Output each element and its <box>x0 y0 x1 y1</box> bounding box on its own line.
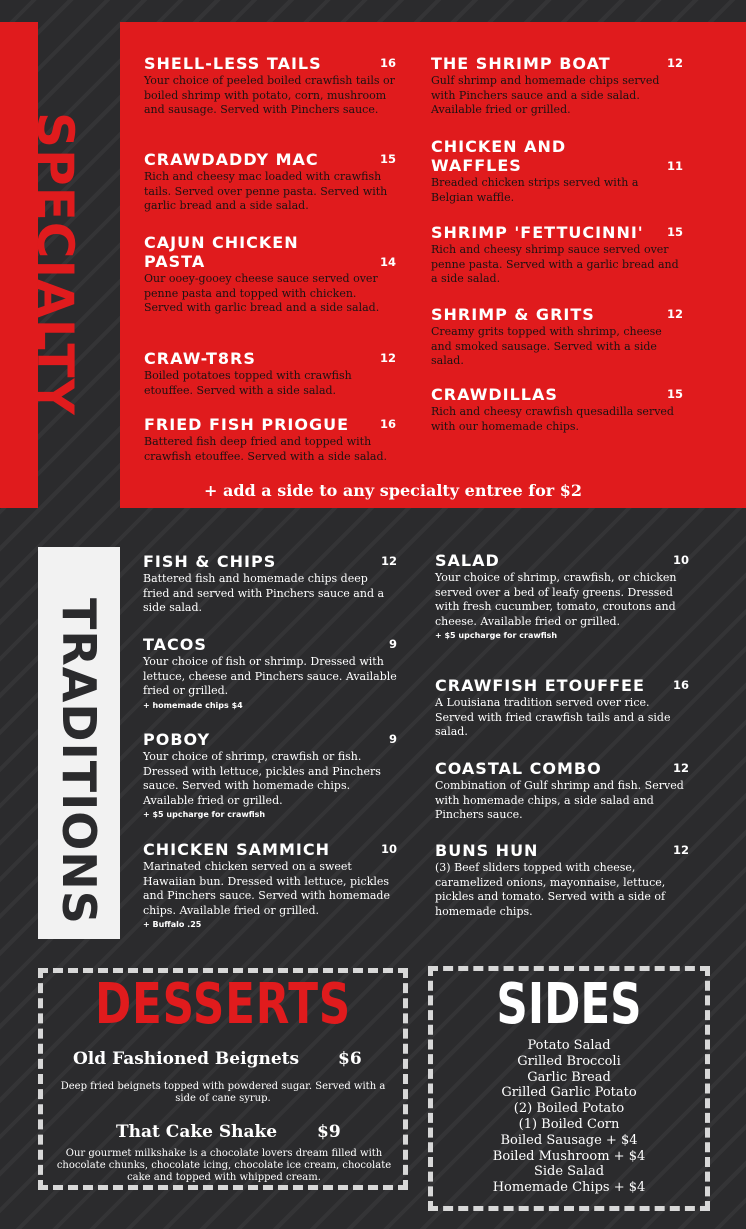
item-name: POBOY <box>143 730 211 749</box>
item-description: Rich and cheesy crawfish quesadilla served with our homemade chips. <box>431 405 674 433</box>
menu-item <box>431 305 683 369</box>
item-description: Your choice of fish or shrimp. Dressed with lettuce, cheese and Pinchers sauce. Available fried or grilled. <box>143 655 397 697</box>
menu-item <box>435 841 689 919</box>
item-description: Breaded chicken strips served with a Belgian waffle. <box>431 176 639 204</box>
item-name: COASTAL COMBO <box>435 759 602 778</box>
menu-item <box>431 54 683 118</box>
dessert-name: Old Fashioned Beignets <box>73 1049 300 1069</box>
item-name: CRAW-T8RS <box>144 349 256 368</box>
menu-item <box>435 551 689 640</box>
item-name: SALAD <box>435 551 500 570</box>
item-description: Boiled potatoes topped with crawfish etouffee. Served with a side salad. <box>144 369 352 397</box>
side-item: Boiled Mushroom + $4 <box>492 1148 646 1164</box>
menu-item <box>143 730 397 819</box>
item-price: 12 <box>672 761 689 775</box>
item-price: 12 <box>672 843 689 857</box>
item-description: Marinated chicken served on a sweet Hawaiian bun. Dressed with lettuce, pickles and Pinchers sauce. Served with homemade chips. Available fried or grilled. <box>143 860 390 917</box>
item-name: SHELL-LESS TAILS <box>144 54 322 73</box>
item-price: 9 <box>388 637 397 651</box>
menu-item <box>435 676 689 740</box>
item-description: Rich and cheesy mac loaded with crawfish tails. Served over penne pasta. Served with garlic bread and a side salad. <box>144 170 388 212</box>
item-name: CHICKEN SAMMICH <box>143 840 330 859</box>
menu-item <box>144 54 396 118</box>
item-note: + $5 upcharge for crawfish <box>435 631 558 640</box>
menu-item <box>143 552 397 616</box>
side-item: Grilled Broccoli <box>517 1053 621 1069</box>
item-price: 12 <box>380 554 397 568</box>
item-price: 15 <box>666 225 683 239</box>
item-description: Battered fish deep fried and topped with crawfish etouffee. Served with a side salad. <box>144 435 388 463</box>
specialty-title: SPECIALTY <box>26 112 84 416</box>
side-item: (1) Boiled Corn <box>518 1116 620 1132</box>
item-description: Rich and cheesy shrimp sauce served over penne pasta. Served with a garlic bread and a side salad. <box>431 243 679 285</box>
item-name: CHICKEN AND WAFFLES <box>431 137 567 175</box>
side-item: Side Salad <box>533 1164 605 1180</box>
item-description: A Louisiana tradition served over rice. Served with fried crawfish tails and a side salad. <box>435 696 671 738</box>
side-item: Homemade Chips + $4 <box>492 1180 646 1196</box>
sides-title: SIDES <box>496 972 642 1037</box>
item-note: + Buffalo .25 <box>143 920 202 929</box>
item-price: 10 <box>380 842 397 856</box>
item-name: CAJUN CHICKEN PASTA <box>144 233 299 271</box>
item-name: CRAWDILLAS <box>431 385 558 404</box>
item-name: TACOS <box>143 635 207 654</box>
item-price: 11 <box>666 159 683 173</box>
item-price: 9 <box>388 732 397 746</box>
item-price: 10 <box>672 553 689 567</box>
menu-item <box>144 233 396 316</box>
specialty-footer-note: + add a side to any specialty entree for $2 <box>204 481 583 500</box>
item-name: CRAWFISH ETOUFFEE <box>435 676 645 695</box>
item-description: Creamy grits topped with shrimp, cheese and smoked sausage. Served with a side salad. <box>431 325 662 367</box>
side-item: Grilled Garlic Potato <box>501 1085 637 1101</box>
item-description: Combination of Gulf shrimp and fish. Served with homemade chips, a side salad and Pinchers sauce. <box>435 779 684 821</box>
item-name: CRAWDADDY MAC <box>144 150 319 169</box>
item-price: 12 <box>666 56 683 70</box>
menu-item <box>431 223 683 287</box>
menu-item <box>144 415 396 464</box>
menu-item <box>435 759 689 823</box>
item-price: 12 <box>666 307 683 321</box>
menu-item <box>143 635 397 710</box>
item-note: + $5 upcharge for crawfish <box>143 810 266 819</box>
item-price: 14 <box>379 255 396 269</box>
item-price: 15 <box>666 387 683 401</box>
item-description: Gulf shrimp and homemade chips served with Pinchers sauce and a side salad. Available fried or grilled. <box>431 74 660 116</box>
item-description: Our ooey-gooey cheese sauce served over penne pasta and topped with chicken. Served with garlic bread and a side salad. <box>144 272 380 314</box>
item-price: 16 <box>379 56 396 70</box>
side-item: Garlic Bread <box>527 1069 611 1085</box>
menu-item <box>143 840 397 929</box>
side-item: Boiled Sausage + $4 <box>500 1132 638 1148</box>
item-name: FISH & CHIPS <box>143 552 277 571</box>
dessert-name: That Cake Shake <box>116 1122 278 1142</box>
item-name: SHRIMP 'FETTUCINNI' <box>431 223 644 242</box>
item-note: + homemade chips $4 <box>143 700 243 710</box>
item-description: Your choice of shrimp, crawfish, or chicken served over a bed of leafy greens. Dressed with fresh cucumber, tomato, croutons and cheese. Available fried or grilled. <box>435 571 677 628</box>
item-description: Battered fish and homemade chips deep fried and served with Pinchers sauce and a side salad. <box>143 572 385 614</box>
menu-item <box>431 385 683 434</box>
dessert-description: Our gourmet milkshake is a chocolate lovers dream filled with chocolate chunks, chocolate icing, chocolate ice cream, chocolate cake and topped with whipped cream. <box>56 1148 392 1183</box>
menu-item <box>144 150 396 214</box>
menu-item <box>144 349 396 398</box>
item-price: 16 <box>379 417 396 431</box>
dessert-price: $6 <box>338 1049 362 1069</box>
menu-item <box>431 137 683 205</box>
desserts-title: DESSERTS <box>94 972 352 1037</box>
dessert-description: Deep fried beignets topped with powdered sugar. Served with a side of cane syrup. <box>60 1081 386 1104</box>
dessert-price: $9 <box>317 1122 341 1142</box>
side-item: Potato Salad <box>527 1038 611 1053</box>
traditions-title: TRADITIONS <box>52 598 106 925</box>
item-name: BUNS HUN <box>435 841 539 860</box>
item-name: FRIED FISH PRIOGUE <box>144 415 350 434</box>
item-price: 12 <box>379 351 396 365</box>
item-price: 16 <box>672 678 689 692</box>
item-name: SHRIMP & GRITS <box>431 305 595 324</box>
item-price: 15 <box>379 152 396 166</box>
side-item: (2) Boiled Potato <box>513 1101 625 1117</box>
item-description: (3) Beef sliders topped with cheese, caramelized onions, mayonnaise, lettuce, pickles and tomato. Served with a side of homemade chips. <box>435 861 666 918</box>
sides-list <box>428 1038 710 1196</box>
item-description: Your choice of peeled boiled crawfish tails or boiled shrimp with potato, corn, mushroom and sausage. Served with Pinchers sauce. <box>144 74 395 116</box>
item-name: THE SHRIMP BOAT <box>431 54 611 73</box>
item-description: Your choice of shrimp, crawfish or fish. Dressed with lettuce, pickles and Pinchers sauce. Served with homemade chips. Available fried or grilled. <box>143 750 381 807</box>
